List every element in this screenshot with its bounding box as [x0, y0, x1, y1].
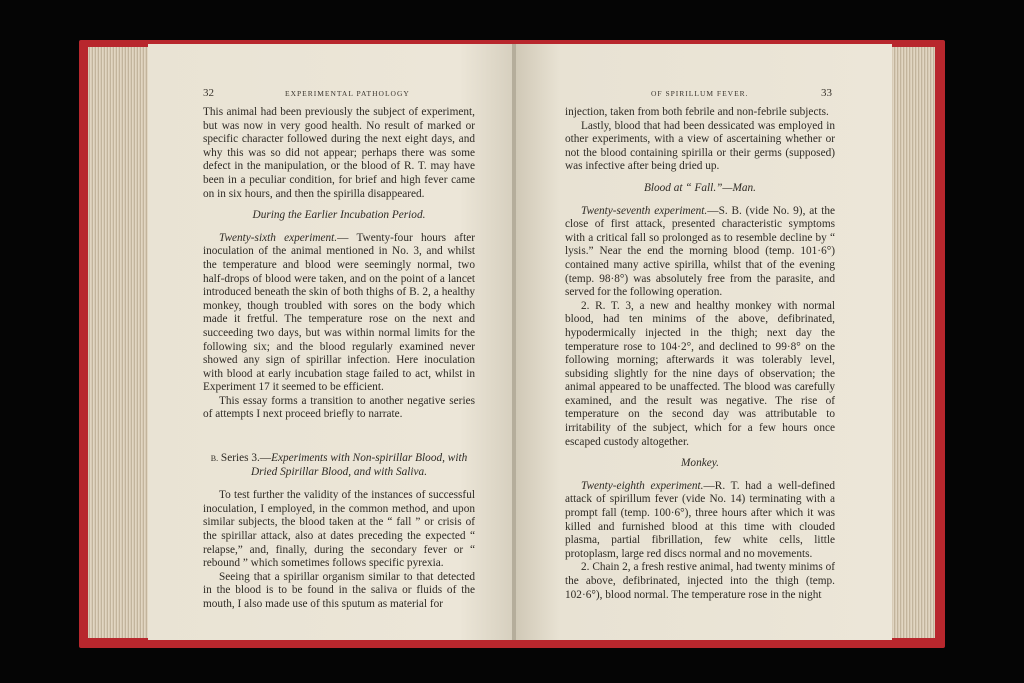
- right-para-6: 2. Chain 2, a fresh restive animal, had twenty minims of the above, defibrinated, injected into the thigh (temp. 102·6°), blood normal. The temperature rose in the night: [565, 561, 835, 601]
- left-series-heading: B. Series 3.—Experiments with Non-spirillar Blood, with Dried Spirillar Blood, and with Saliva.: [210, 452, 468, 478]
- right-running-head: OF SPIRILLUM FEVER.: [651, 89, 749, 98]
- right-page-text: [565, 106, 835, 602]
- book-gutter: [512, 44, 516, 640]
- right-para-4: 2. R. T. 3, a new and healthy monkey with normal blood, had ten minims of the above, defibrinated, hypodermically injected in the thigh; next day the temperature rose to 104·2°, and declined to 99·8° on the following morning; afterwards it was tolerably level, subsiding slightly for the nine days of observation; the animal appeared to be unaffected. The blood was carefully examined, and the result was negative. The rise of temperature on the second day was attributable to irritability of the subject, which for a few hours once escaped custody altogether.: [565, 299, 835, 448]
- right-para-3: Twenty-seventh experiment.—S. B. (vide No. 9), at the close of first attack, presented characteristic symptoms with a critical fall so prolonged as to resemble decline by “ lysis.” Near the end the morning blood (temp. 101·6°) contained many active spirilla, whilst that of the evening (temp. 98·8°) was absolutely free from the parasite, and served for the following operation.: [565, 204, 835, 299]
- right-page-number: 33: [821, 87, 832, 99]
- left-page-number: 32: [203, 87, 214, 99]
- left-para-2: Twenty-sixth experiment.— Twenty-four hours after inoculation of the animal mentioned in No. 3, and whilst the temperature and blood were seemingly normal, two half-drops of blood were taken, and on the point of a lancet introduced beneath the skin of both thighs of B. 2, a healthy monkey, though troubled with sores on the body which made it fretful. The temperature rose on the next and succeeding two days, but was within normal limits for the following six; and the blood regularly examined never showed any sign of spirillar infection. Here inoculation with blood at early incubation stage failed to act, whilst in Experiment 17 it seemed to be efficient.: [203, 231, 475, 394]
- right-subhead-1: Blood at “ Fall.”—Man.: [643, 181, 757, 194]
- left-page-text: [203, 106, 475, 612]
- page-block-edge-right: [890, 47, 935, 638]
- right-para-1: injection, taken from both febrile and non-febrile subjects.: [565, 106, 829, 118]
- left-para-5: Seeing that a spirillar organism similar to that detected in the blood is to be found in the saliva or fluids of the mouth, I also made use of this sputum as material for: [203, 570, 475, 610]
- right-para-2: Lastly, blood that had been dessicated was employed in other experiments, with a view of ascertaining whether or not the blood containing spirilla or their germs (supposed) was infective after being dried up.: [565, 119, 835, 173]
- right-subhead-2: Monkey.: [681, 457, 719, 470]
- page-block-edge-left: [88, 47, 150, 638]
- left-subhead-1: During the Earlier Incubation Period.: [252, 209, 426, 222]
- right-para-5: Twenty-eighth experiment.—R. T. had a well-defined attack of spirillum fever (vide No. 14) terminating with a prompt fall (temp. 100·6°), three hours after which it was killed and furnished blood at this time with clouded plasma, partial fibrillation, few white cells, little protoplasm, large red discs normal and no movements.: [565, 479, 835, 560]
- left-para-4: To test further the validity of the instances of successful inoculation, I employed, in the common method, and upon similar subjects, the blood taken at the “ fall ” or crisis of the spirillar attack, also at dates preceding the expected “ relapse,” and, finally, during the secondary fever or “ rebound ” which sometimes follows specific pyrexia.: [203, 489, 475, 570]
- left-para-1: This animal had been previously the subject of experiment, but was now in very good health. No result of marked or specific character followed during the next eight days, and why this was so did not appear; perhaps there was some defect in the manipulation, or the blood of R. T. may have been in a peculiar condition, for brief and high fever came on in six hours, and then the spirilla disappeared.: [203, 106, 475, 200]
- left-para-3: This essay forms a transition to another negative series of attempts I next proceed briefly to narrate.: [203, 394, 475, 421]
- left-running-head: EXPERIMENTAL PATHOLOGY: [285, 89, 410, 98]
